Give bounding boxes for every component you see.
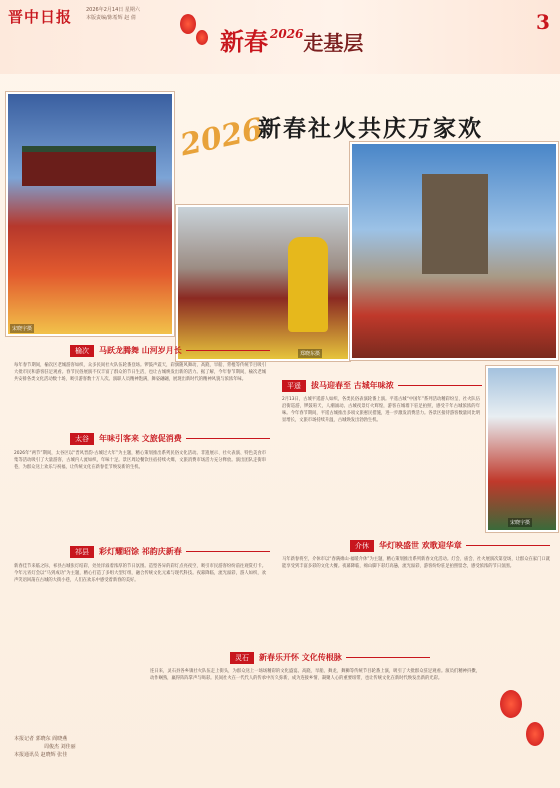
reporters: 郭晓东 阎晓燕: [35, 736, 68, 742]
photo-caption: 宋晓宇摄: [510, 520, 531, 526]
section-lingshi: [230, 652, 430, 663]
newspaper-logo: 晋中日报: [8, 8, 73, 26]
section-tag: 平遥: [282, 380, 306, 392]
photo-caption: 宋晓宇摄: [12, 326, 33, 332]
section-title: 年味引客来 文旅促消费: [99, 433, 182, 443]
section-yuci: [70, 345, 270, 356]
tower-shape: [422, 174, 488, 274]
photo-gate-performers: [6, 92, 174, 336]
section-body: 连日来，灵石县各乡镇社火队伍走上街头，为群众送上一场场精彩的文化盛宴。高跷、旱船、舞龙、舞狮等传统节目轮番上演，吸引了大批群众驻足观看。演员们精神抖擞，动作娴熟，赢得阵阵掌声与喝彩。民间社火在一代代人的传承中历久弥新，成为连接乡情、凝聚人心的重要纽带，也让传统文化在新时代焕发出新的光彩。: [150, 669, 480, 681]
reporter-label: 本报记者: [14, 736, 35, 742]
date-line: 2026年2月14日 星期六: [86, 7, 140, 13]
issue-meta: [86, 6, 166, 22]
section-title: 华灯映盛世 欢歌迎华章: [379, 540, 462, 550]
reporters-2: 周俊杰 刘佳丽: [44, 744, 76, 750]
photo-lanterns: [486, 366, 558, 532]
photo-drum-performers: [176, 205, 350, 361]
year-ornament: 2026: [177, 111, 267, 164]
column-word-a: 新春: [220, 27, 268, 56]
section-title: 拔马迎春至 古城年味浓: [311, 380, 394, 390]
column-title: [220, 22, 363, 57]
section-body: 2026年“两节”期间，太谷区以“晋风晋韵·古城过大年”为主题，精心策划推出系列民俗文化活动。非遗展示、社火表演、特色美食市集等活动吸引了大量游客，古城内人流如织，年味十足。景区周边餐饮住宿持续火爆，文旅消费市场活力充分释放。演出团队走街串巷，为群众送上欢乐与祝福，让传统文化在新春佳节焕发新的生机。: [14, 451, 266, 470]
lantern-icon: [500, 690, 522, 718]
lantern-icon: [180, 14, 196, 34]
section-taigu: [70, 433, 270, 444]
section-title: 新春乐开怀 文化传根脉: [259, 652, 342, 662]
performer-shape: [288, 237, 328, 332]
column-year: 2026: [270, 27, 304, 41]
section-tag: 灵石: [230, 652, 254, 664]
intern-label: 本报通讯员: [14, 752, 40, 758]
section-jiexiu: [350, 540, 550, 551]
credits: [14, 735, 76, 759]
section-tag: 介休: [350, 540, 374, 552]
section-title: 彩灯耀昭馀 祁韵庆新春: [99, 546, 182, 556]
section-body: 每年春节期间，榆次区老城游客如织，众多民间社火队伍轮番登场。锣鼓声震天，彩旗随风舞动，高跷、旱船、背棍等传统节目吸引大批市民和游客驻足观看。春节民俗展演不仅丰富了群众的节日生活，也让古城焕发出新的活力。据了解，今年春节期间，榆次老城共安排各类文化活动数十场，吸引游客数十万人次。演职人员精神饱满，舞姿翩翩，展现出新时代的精神风貌与浓浓年味。: [14, 363, 266, 382]
photo-caption: 郑晓东摄: [300, 351, 321, 357]
section-tag: 榆次: [70, 345, 94, 357]
photo-tower-parade: [350, 142, 558, 360]
headline: 新春社火共庆万家欢: [258, 115, 483, 142]
editor-line: 本版责编/陈希辉 赵 倩: [86, 15, 136, 21]
lantern-icon: [196, 30, 208, 45]
section-body: 马年新春将至，介休市以“春满绵山·福暖介休”为主题，精心策划推出系列新春文化活动。灯会、庙会、社火展演次第登场，让群众在家门口就能享受到丰富多彩的文化大餐。夜幕降临，绵山脚下彩灯高悬，流光溢彩，游客纷纷驻足拍照留念，感受浓浓的节日氛围。: [282, 557, 550, 569]
section-pingyao: [282, 380, 482, 391]
section-qixian: [70, 546, 270, 557]
section-tag: 太谷: [70, 433, 94, 445]
archway-shape: [22, 146, 156, 186]
section-title: 马跃龙腾舞 山河岁月长: [99, 345, 182, 355]
section-body: 2月13日，古城平遥游人如织，各类民俗表演轮番上演。平遥古城“中国年”系列活动精彩纷呈，社火队伍沿街巡游，锣鼓喧天，人潮涌动。古城夜景灯火辉煌，游客在城墙下驻足拍照，感受千年古城浓浓的年味。今年春节期间，平遥古城推出多项文旅惠民措施，进一步激发消费活力。各景区接待游客数量同比明显增长，文旅市场持续升温，古城焕发出勃勃生机。: [282, 397, 480, 423]
interns: 赵晓辉 张佳: [40, 752, 68, 758]
page-number: 3: [536, 10, 550, 34]
column-word-b: 走基层: [303, 31, 364, 55]
lantern-icon: [526, 722, 544, 746]
section-body: 新春佳节来临之际，祁县古城张灯结彩，处处洋溢着浓厚的节日氛围。造型各异的彩灯点亮夜空，吸引市民游客纷纷前往观赏打卡。今年元宵灯会以“马到成功”为主题，精心打造了多组大型灯组，融合传统文化元素与现代科技。夜幕降临，流光溢彩，游人如织，欢声笑语回荡在古城的大街小巷，人们在欢乐中感受着新春的美好。: [14, 564, 266, 583]
section-tag: 祁县: [70, 546, 94, 558]
